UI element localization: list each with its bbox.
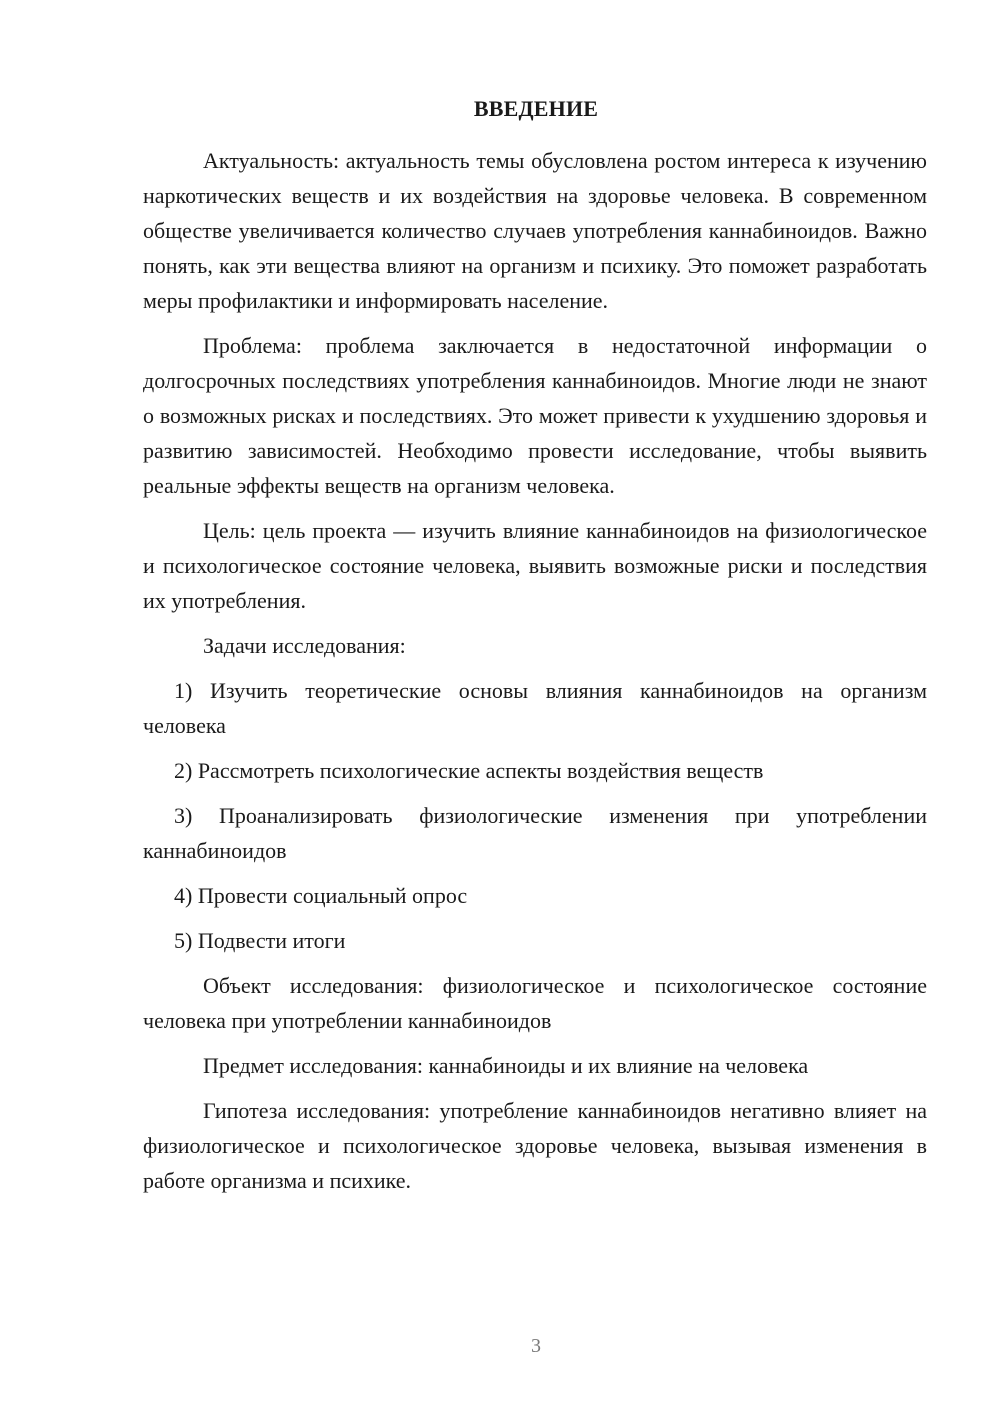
document-body [143, 143, 927, 1208]
object-paragraph: Объект исследования: физиологическое и психологическое состояние человека при употреблении каннабиноидов [143, 973, 927, 1033]
goal-paragraph: Цель: цель проекта — изучить влияние каннабиноидов на физиологическое и психологическое состояние человека, выявить возможные риски и последствия их употребления. [143, 518, 927, 613]
relevance-paragraph: Актуальность: актуальность темы обусловлена ростом интереса к изучению наркотических веществ и их воздействия на здоровье человека. В современном обществе увеличивается количество случаев употребления каннабиноидов. Важно понять, как эти вещества влияют на организм и психику. Это поможет разработать меры профилактики и информировать население. [143, 148, 927, 313]
hypothesis-paragraph: Гипотеза исследования: употребление каннабиноидов негативно влияет на физиологическое и психологическое здоровье человека, вызывая изменения в работе организма и психике. [143, 1098, 927, 1193]
task-item: 5) Подвести итоги [174, 928, 346, 953]
page-number: 3 [531, 1335, 541, 1357]
task-item: 4) Провести социальный опрос [174, 883, 468, 908]
task-item: 1) Изучить теоретические основы влияния каннабиноидов на организм человека [143, 678, 927, 738]
problem-paragraph: Проблема: проблема заключается в недостаточной информации о долгосрочных последствиях употребления каннабиноидов. Многие люди не знают о возможных рисках и последствиях. Это может привести к ухудшению здоровья и развитию зависимостей. Необходимо провести исследование, чтобы выявить реальные эффекты веществ на организм человека. [143, 333, 927, 498]
task-item: 3) Проанализировать физиологические изменения при употреблении каннабиноидов [143, 803, 927, 863]
section-title: ВВЕДЕНИЕ [473, 96, 599, 121]
task-item: 2) Рассмотреть психологические аспекты воздействия веществ [174, 758, 764, 783]
subject-paragraph: Предмет исследования: каннабиноиды и их влияние на человека [203, 1053, 809, 1078]
tasks-heading: Задачи исследования: [203, 633, 406, 658]
